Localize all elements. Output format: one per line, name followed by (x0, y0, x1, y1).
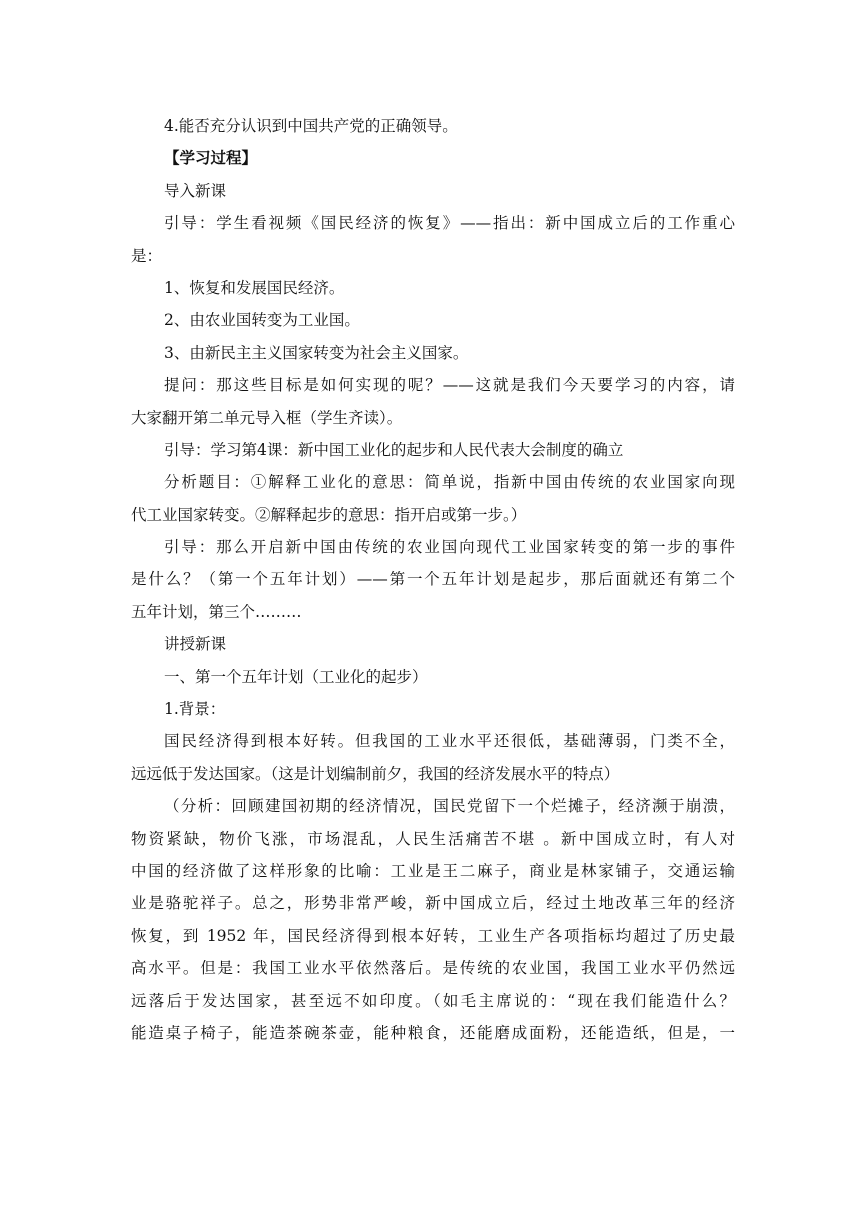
text-line: 大家翻开第二单元导入框（学生齐读）。 (131, 408, 403, 427)
text-line: 引导：学生看视频《国民经济的恢复》——指出：新中国成立后的工作重心 (164, 214, 735, 233)
text-line: 4.能否充分认识到中国共产党的正确领导。 (164, 117, 458, 135)
text-line: 代工业国家转变。②解释起步的意思：指开启或第一步。） (131, 505, 527, 524)
text-line: 能造桌子椅子，能造茶碗茶壶，能种粮食，还能磨成面粉，还能造纸，但是，一 (131, 1023, 735, 1042)
text-line: 五年计划，第三个……… (131, 602, 302, 621)
text-line: （分析：回顾建国初期的经济情况，国民党留下一个烂摊子，经济濒于崩溃， (164, 797, 735, 816)
text-line: 远远低于发达国家。（这是计划编制前夕，我国的经济发展水平的特点） (131, 764, 620, 783)
text-line: 业是骆驼祥子。总之，形势非常严峻，新中国成立后，经过土地改革三年的经济 (131, 894, 735, 913)
text-line: 2、由农业国转变为工业国。 (164, 311, 360, 330)
text-line: 国民经济得到根本好转。但我国的工业水平还很低，基础薄弱，门类不全， (164, 732, 735, 751)
text-line: 讲授新课 (164, 635, 227, 654)
text-line: 3、由新民主主义国家转变为社会主义国家。 (164, 343, 469, 362)
text-line: 物资紧缺，物价飞涨，市场混乱，人民生活痛苦不堪 。新中国成立时，有人对 (131, 829, 735, 848)
text-line: 引导：那么开启新中国由传统的农业国向现代工业国家转变的第一步的事件 (164, 538, 735, 557)
text-line: 远落后于发达国家，甚至远不如印度。（如毛主席说的：“现在我们能造什么？ (131, 991, 735, 1010)
text-line: 一、第一个五年计划（工业化的起步） (164, 667, 428, 686)
text-line: 提问：那这些目标是如何实现的呢？——这就是我们今天要学习的内容，请 (164, 376, 735, 395)
text-line: 分析题目：①解释工业化的意思：简单说，指新中国由传统的农业国家向现 (164, 473, 735, 492)
section-heading: 【学习过程】 (164, 149, 258, 168)
document-body (131, 110, 735, 1049)
text-line: 恢复，到 1952 年，国民经济得到根本好转，工业生产各项指标均超过了历史最 (131, 926, 735, 945)
text-line: 是： (131, 246, 163, 265)
text-line: 高水平。但是：我国工业水平依然落后。是传统的农业国，我国工业水平仍然远 (131, 959, 735, 978)
text-line: 1.背景： (164, 700, 226, 719)
text-line: 中国的经济做了这样形象的比喻：工业是王二麻子，商业是林家铺子，交通运输 (131, 861, 735, 880)
text-line: 1、恢复和发展国民经济。 (164, 278, 345, 297)
text-line: 是什么？（第一个五年计划）——第一个五年计划是起步，那后面就还有第二个 (131, 570, 735, 589)
text-line: 导入新课 (164, 181, 227, 200)
text-line: 引导：学习第4课：新中国工业化的起步和人民代表大会制度的确立 (164, 440, 624, 459)
